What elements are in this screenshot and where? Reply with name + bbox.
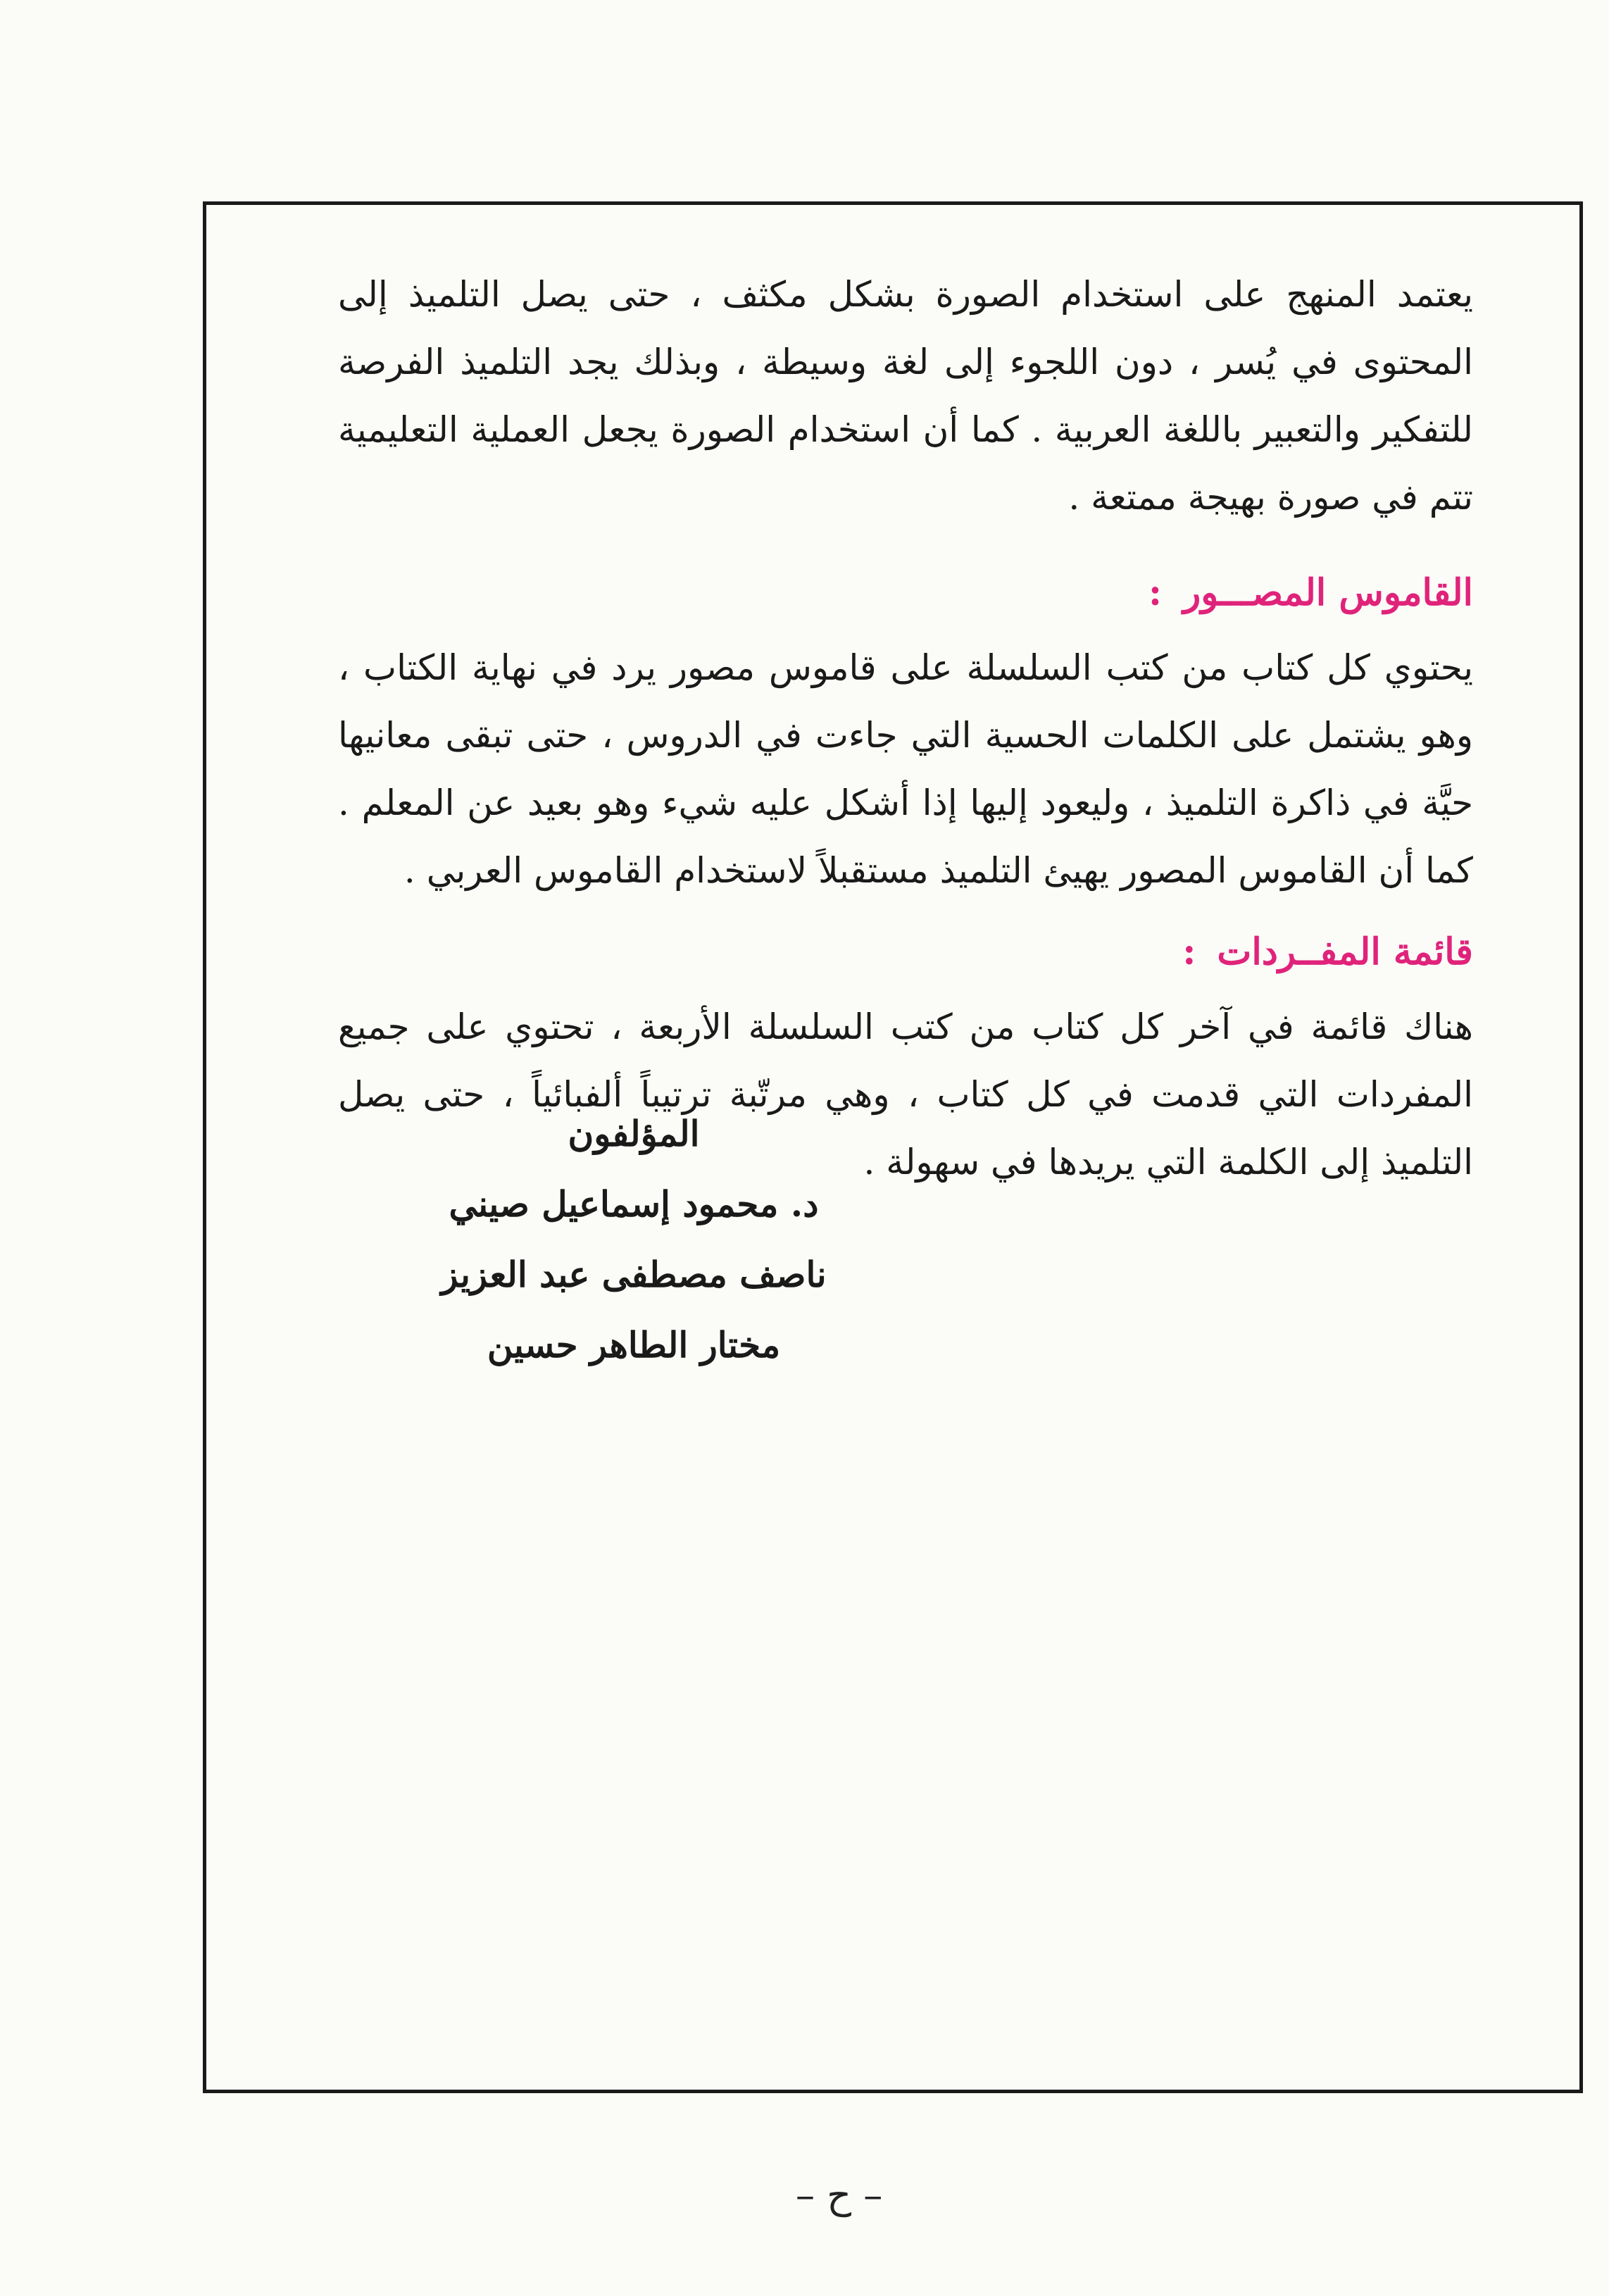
section-colon: : bbox=[1182, 930, 1196, 973]
author-name: د. محمود إسماعيل صيني bbox=[449, 1183, 819, 1225]
vocabulary-list-paragraph: هناك قائمة في آخر كل كتاب من كتب السلسلة الأربعة ، تحتوي على جميع المفردات التي قدمت في كل كتاب ، وهي مرتّبة ترتيباً ألفبائياً ، حتى يصل التلميذ إلى الكلمة التي يريدها في سهولة . bbox=[338, 1006, 1473, 1183]
section-colon: : bbox=[1148, 571, 1163, 614]
main-content bbox=[338, 261, 1473, 1196]
author-name: مختار الطاهر حسين bbox=[487, 1324, 781, 1366]
authors-heading: المؤلفون bbox=[568, 1113, 700, 1154]
section-title: القاموس المصـــور bbox=[1183, 571, 1473, 614]
page-number: – ح – bbox=[796, 2173, 883, 2217]
authors-block bbox=[422, 1099, 845, 1380]
author-name: ناصف مصطفى عبد العزيز bbox=[441, 1254, 827, 1295]
section-heading-vocabulary-list bbox=[338, 918, 1473, 986]
section-title: قائمة المفــردات bbox=[1217, 930, 1473, 973]
intro-paragraph: يعتمد المنهج على استخدام الصورة بشكل مكثف ، حتى يصل التلميذ إلى المحتوى في يُسر ، دون اللجوء إلى لغة وسيطة ، وبذلك يجد التلميذ الفرصة للتفكير والتعبير باللغة العربية . كما أن استخدام الصورة يجعل العملية التعليمية تتم في صورة بهيجة ممتعة . bbox=[338, 274, 1473, 518]
picture-dictionary-paragraph: يحتوي كل كتاب من كتب السلسلة على قاموس مصور يرد في نهاية الكتاب ، وهو يشتمل على الكلمات الحسية التي جاءت في الدروس ، حتى تبقى معانيها حيَّة في ذاكرة التلميذ ، وليعود إليها إذا أشكل عليه شيء وهو بعيد عن المعلم . كما أن القاموس المصور يهيئ التلميذ مستقبلاً لاستخدام القاموس العربي . bbox=[338, 647, 1473, 891]
section-heading-picture-dictionary bbox=[338, 559, 1473, 627]
